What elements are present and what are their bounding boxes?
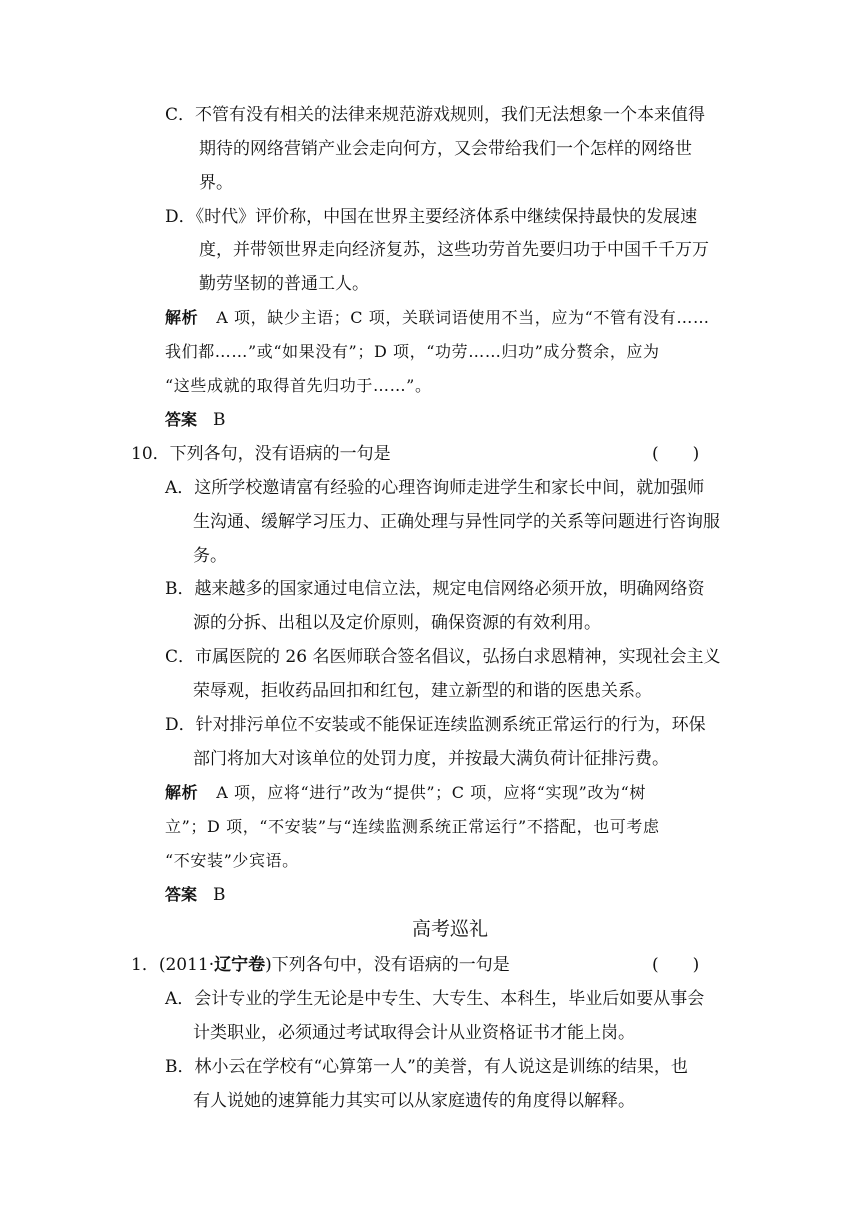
q10-analysis-text1: A 项，应将“进行”改为“提供”；C 项，应将“实现”改为“树 — [216, 783, 647, 802]
q9-option-d-line1: D．《时代》评价称，中国在世界主要经济体系中继续保持最快的发展速 — [165, 207, 698, 227]
q1-answer-blank: ( ) — [652, 955, 700, 975]
q9-option-d-line3: 勤劳坚韧的普通工人。 — [199, 274, 369, 294]
q9-analysis-text1: A 项，缺少主语；C 项，关联词语使用不当，应为“不管有没有…… — [216, 308, 710, 327]
q10-option-b-line2: 源的分拆、出租以及定价原则，确保资源的有效利用。 — [193, 613, 601, 633]
q10-answer-value: B — [213, 885, 226, 905]
q1-option-b-line2: 有人说她的速算能力其实可以从家庭遗传的角度得以解释。 — [193, 1091, 635, 1111]
q1-option-a-line2: 计类职业，必须通过考试取得会计从业资格证书才能上岗。 — [193, 1023, 635, 1043]
q1-source-close: ) — [265, 955, 272, 975]
q10-analysis-line2: 立”；D 项，“不安装”与“连续监测系统正常运行”不搭配，也可考虑 — [165, 817, 660, 836]
q10-analysis-label: 解析 — [165, 783, 199, 802]
q10-analysis-line1 — [165, 782, 646, 804]
q9-analysis-line2: 我们都……”或“如果没有”；D 项，“功劳……归功”成分赘余，应为 — [165, 342, 660, 361]
q9-option-c-line3: 界。 — [199, 173, 233, 193]
q10-option-a-line2: 生沟通、缓解学习压力、正确处理与异性同学的关系等问题进行咨询服 — [193, 512, 720, 532]
q1-option-a-line1: A．会计专业的学生无论是中专生、大专生、本科生，毕业后如要从事会 — [165, 989, 705, 1009]
q10-option-b-line1: B．越来越多的国家通过电信立法，规定电信网络必须开放，明确网络资 — [165, 579, 705, 599]
q10-answer — [165, 884, 226, 906]
q9-option-c-line1: C．不管有没有相关的法律来规范游戏规则，我们无法想象一个本来值得 — [165, 105, 706, 125]
q9-answer-value: B — [213, 410, 226, 430]
q9-answer-label: 答案 — [165, 410, 198, 429]
q10-option-c-line1: C．市属医院的 26 名医师联合签名倡议，弘扬白求恩精神，实现社会主义 — [165, 647, 721, 667]
q1-stem: 下列各句中，没有语病的一句是 — [271, 955, 510, 975]
q9-answer — [165, 409, 226, 431]
q1-stem-line — [131, 954, 510, 976]
q1-source-open: (2011· — [158, 955, 215, 975]
q10-answer-blank: ( ) — [652, 444, 700, 464]
q9-option-c-line2: 期待的网络营销产业会走向何方，又会带给我们一个怎样的网络世 — [199, 139, 692, 159]
section-title: 高考巡礼 — [411, 918, 488, 940]
q1-option-b-line1: B．林小云在学校有“心算第一人”的美誉，有人说这是训练的结果，也 — [165, 1057, 688, 1077]
q1-source: 辽宁卷 — [214, 955, 266, 975]
q10-option-d-line2: 部门将加大对该单位的处罚力度，并按最大满负荷计征排污费。 — [193, 749, 669, 769]
q10-answer-label: 答案 — [165, 885, 198, 904]
q10-option-d-line1: D．针对排污单位不安装或不能保证连续监测系统正常运行的行为，环保 — [165, 715, 706, 735]
q10-option-a-line1: A．这所学校邀请富有经验的心理咨询师走进学生和家长中间，就加强师 — [165, 478, 705, 498]
q9-analysis-line3: “这些成就的取得首先归功于……”。 — [165, 376, 432, 395]
q9-analysis-line1 — [165, 307, 710, 329]
q9-analysis-label: 解析 — [165, 308, 199, 327]
q9-option-d-line2: 度，并带领世界走向经济复苏，这些功劳首先要归功于中国千千万万 — [199, 240, 709, 260]
q10-option-c-line2: 荣辱观，拒收药品回扣和红包，建立新型的和谐的医患关系。 — [193, 681, 652, 701]
q10-analysis-line3: “不安装”少宾语。 — [165, 851, 299, 870]
q1-number: 1． — [131, 955, 159, 975]
q10-stem: 10．下列各句，没有语病的一句是 — [131, 444, 391, 464]
q10-option-a-line3: 务。 — [193, 546, 227, 566]
